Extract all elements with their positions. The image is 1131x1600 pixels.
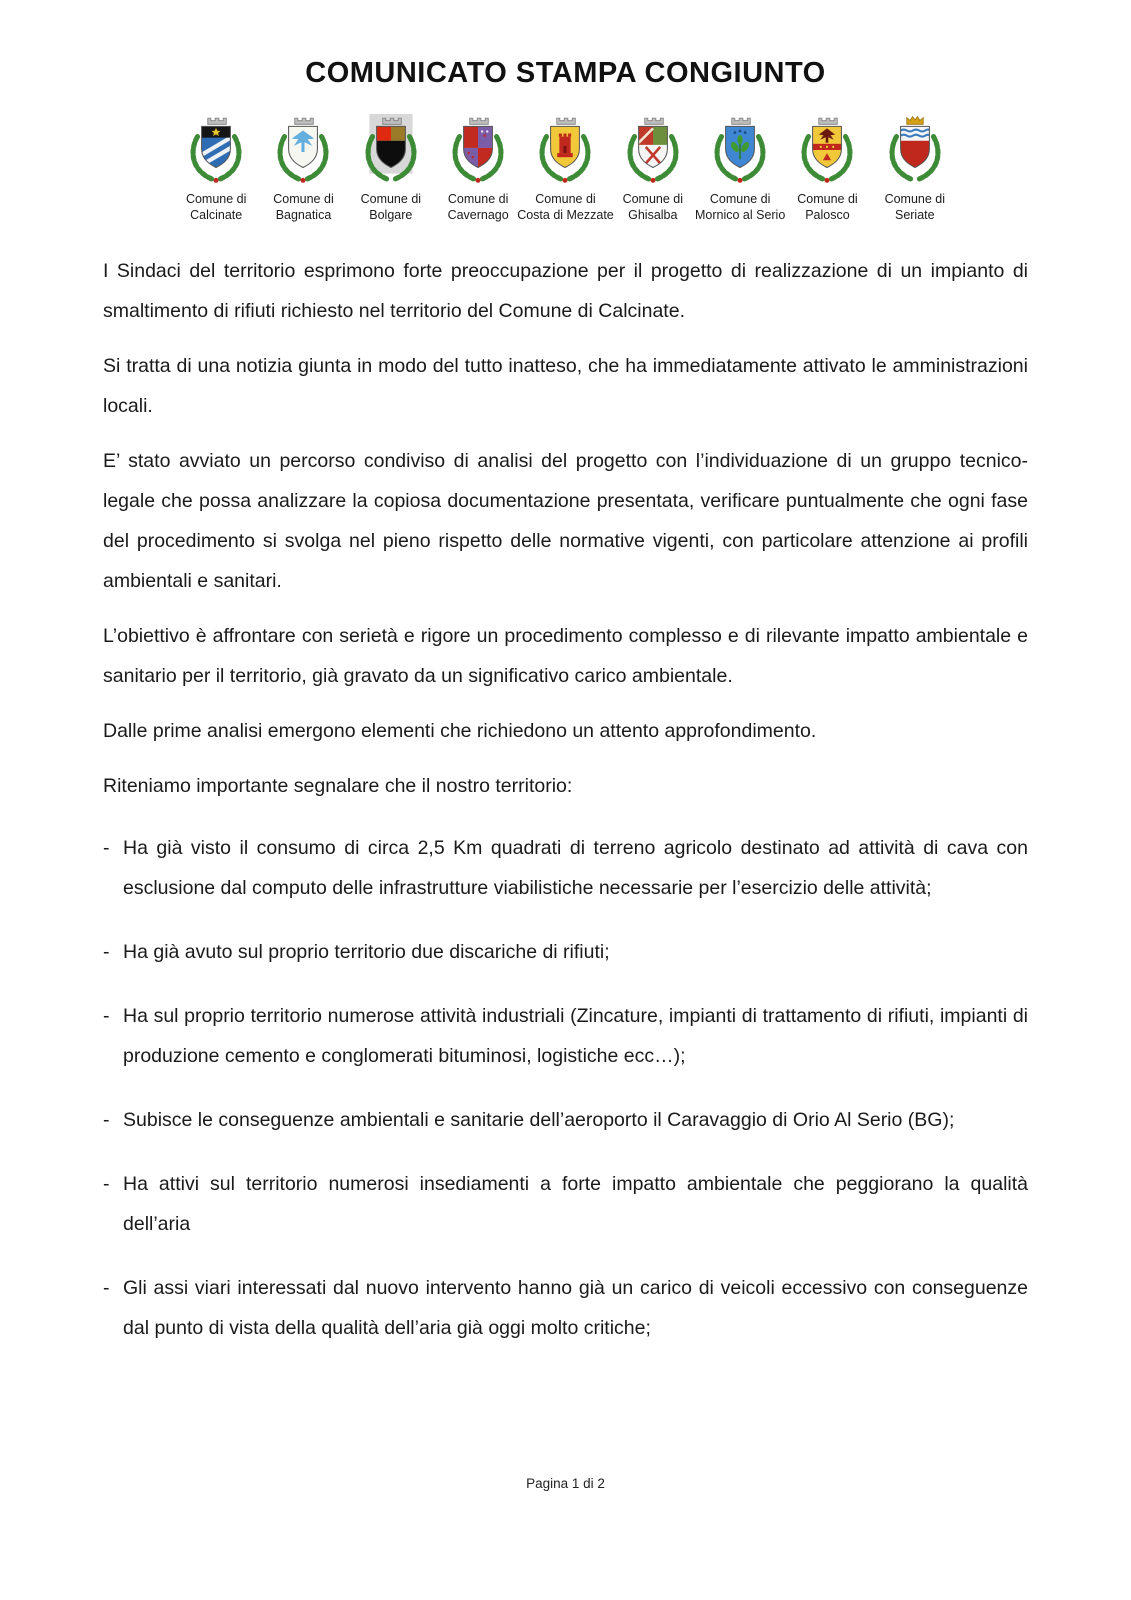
crest-label: Comune di Bolgare (360, 192, 422, 222)
crest-bolgare (347, 114, 434, 223)
page-number: Pagina 1 di 2 (526, 1476, 605, 1491)
list-item (103, 1268, 1028, 1348)
crest-seriate (871, 114, 958, 223)
bagnatica-coat-of-arms-icon (270, 114, 336, 186)
list-item (103, 828, 1028, 908)
paragraph-2: Si tratta di una notizia giunta in modo del tutto inatteso, che ha immediatamente attivato le amministrazioni locali. (103, 355, 1028, 417)
crest-bagnatica (260, 114, 347, 223)
list-item-text: Ha sul proprio territorio numerose attività industriali (Zincature, impianti di trattamento di rifiuti, impianti di produzione cemento e conglomerati bituminosi, logistiche ecc…); (123, 1005, 1028, 1067)
crest-cavernago (434, 114, 521, 223)
seriate-coat-of-arms-icon (882, 114, 948, 186)
list-item-text: Gli assi viari interessati dal nuovo intervento hanno già un carico di veicoli eccessivo con conseguenze dal punto di vista della qualità dell’aria già oggi molto critiche; (123, 1277, 1028, 1339)
paragraph-5: Dalle prime analisi emergono elementi che richiedono un attento approfondimento. (103, 720, 817, 742)
paragraph-3: E’ stato avviato un percorso condiviso di analisi del progetto con l’individuazione di un gruppo tecnico-legale che possa analizzare la copiosa documentazione presentata, verificare puntualmente che ogni fase del procedimento si svolga nel pieno rispetto delle normative vigenti, con particolare attenzione ai profili ambientali e sanitari. (103, 450, 1028, 592)
crest-label: Comune di Mornico al Serio (694, 192, 786, 222)
crest-label: Comune di Bagnatica (273, 192, 334, 222)
list-item (103, 1164, 1028, 1244)
costa-di-mezzate-coat-of-arms-icon (532, 114, 598, 186)
paragraph-1: I Sindaci del territorio esprimono forte preoccupazione per il progetto di realizzazione di un impianto di smaltimento di rifiuti richiesto nel territorio del Comune di Calcinate. (103, 260, 1028, 322)
list-intro: Riteniamo importante segnalare che il nostro territorio: (103, 775, 573, 797)
crest-palosco (784, 114, 871, 223)
crest-label: Comune di Seriate (884, 192, 946, 222)
crest-costa-di-mezzate (517, 114, 614, 223)
page-title: COMUNICATO STAMPA CONGIUNTO (305, 57, 826, 89)
ghisalba-coat-of-arms-icon (620, 114, 686, 186)
palosco-coat-of-arms-icon (794, 114, 860, 186)
calcinate-coat-of-arms-icon (183, 114, 249, 186)
bullet-marker: - (103, 1005, 110, 1027)
crest-label: Comune di Calcinate (185, 192, 247, 222)
cavernago-coat-of-arms-icon (445, 114, 511, 186)
bullet-marker: - (103, 837, 110, 859)
crest-calcinate (173, 114, 260, 223)
crest-ghisalba (609, 114, 696, 223)
list-item (103, 1100, 1028, 1140)
mornico-al-serio-coat-of-arms-icon (707, 114, 773, 186)
crest-label: Comune di Palosco (797, 192, 858, 222)
crest-label: Comune di Cavernago (447, 192, 509, 222)
document-body (0, 223, 1131, 1348)
list-item-text: Ha già avuto sul proprio territorio due discariche di rifiuti; (123, 941, 610, 963)
municipal-crests-row (173, 114, 959, 223)
bullet-marker: - (103, 1173, 110, 1195)
paragraph-4: L’obiettivo è affrontare con serietà e rigore un procedimento complesso e di rilevante impatto ambientale e sanitario per il territorio, già gravato da un significativo carico ambientale. (103, 625, 1028, 687)
crest-label: Comune di Ghisalba (622, 192, 684, 222)
bolgare-coat-of-arms-icon (358, 114, 424, 186)
crest-label: Comune di Costa di Mezzate (517, 192, 614, 222)
list-item-text: Ha già visto il consumo di circa 2,5 Km quadrati di terreno agricolo destinato ad attività di cava con esclusione dal computo delle infrastrutture viabilistiche necessarie per l’esercizio delle attività; (123, 837, 1028, 899)
bullet-marker: - (103, 1109, 110, 1131)
list-item (103, 996, 1028, 1076)
list-item (103, 932, 1028, 972)
bullet-marker: - (103, 1277, 110, 1299)
crest-mornico-al-serio (694, 114, 786, 223)
list-item-text: Ha attivi sul territorio numerosi insediamenti a forte impatto ambientale che peggiorano la qualità dell’aria (123, 1173, 1028, 1235)
bullet-marker: - (103, 941, 110, 963)
list-item-text: Subisce le conseguenze ambientali e sanitarie dell’aeroporto il Caravaggio di Orio Al Serio (BG); (123, 1109, 955, 1131)
